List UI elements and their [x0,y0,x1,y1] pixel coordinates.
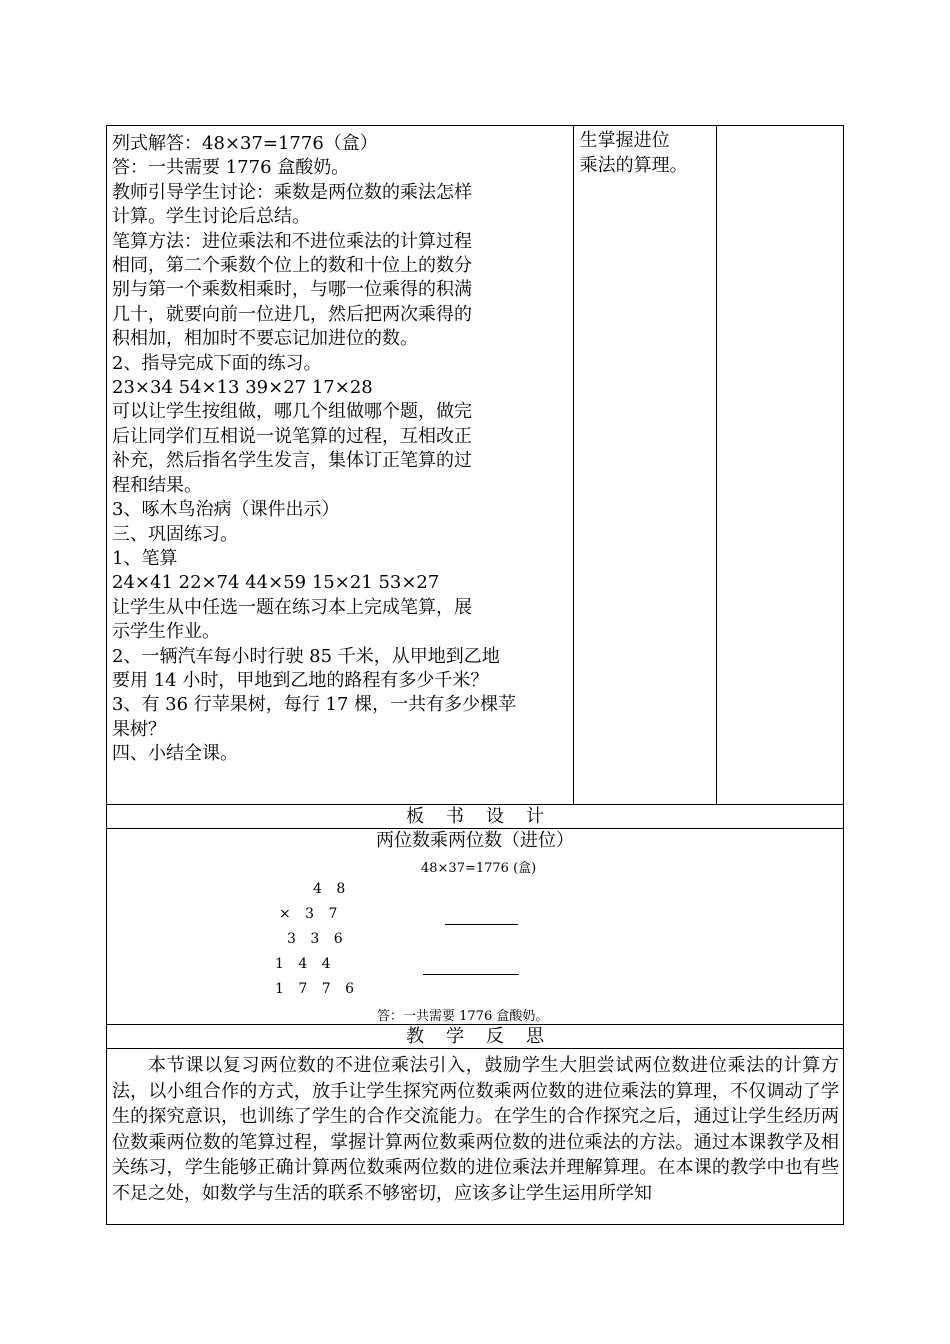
process-line: 3、啄木鸟治病（课件出示） [112,499,340,521]
process-line: 列式解答：48×37=1776（盒） [112,133,378,154]
process-line: 计算。学生讨论后总结。 [112,206,310,228]
reflection-row [107,1049,844,1225]
process-line: 几十，就要向前一位进几，然后把两次乘得的 [112,303,472,325]
process-line: 笔算方法：进位乘法和不进位乘法的计算过程 [112,230,472,252]
process-line: 补充，然后指名学生发言，集体订正笔算的过 [112,450,472,472]
process-line: 果树？ [112,718,166,740]
board-design-header: 板书设计 [406,806,566,827]
reflection-header: 教学反思 [406,1026,566,1047]
board-header-row [107,805,844,829]
board-title: 两位数乘两位数（进位） [376,830,574,851]
reflection-header-cell [107,1025,844,1049]
reflection-text: 本节课以复习两位数的不进位乘法引入，鼓励学生大胆尝试两位数进位乘法的计算方法，以小组合作的方式，放手让学生探究两位数乘两位数的进位乘法的算理，不仅调动了学生的探究意识，也训练了学生的合作交流能力。在学生的合作探究之后，通过让学生经历两位数乘两位数的笔算过程，掌握计算两位数乘两位数的进位乘法的方法。通过本课教学及相关练习，学生能够正确计算两位数乘两位数的进位乘法并理解算理。在本课的教学中也有些不足之处，如数学与生活的联系不够密切，应该多让学生运用所学知 [112,1055,839,1204]
board-equation: 48×37=1776 (盒) [421,861,537,876]
process-line: 答：一共需要 1776 盒酸奶。 [112,157,350,179]
process-line: 1、笔算 [112,547,178,569]
teaching-process-row [107,126,844,805]
calc-rule-line-2 [423,974,519,975]
process-line: 3、有 36 行苹果树，每行 17 棵，一共有多少棵苹 [112,694,517,716]
process-line: 教师引导学生讨论：乘数是两位数的乘法怎样 [112,181,472,203]
board-header-cell [107,805,844,829]
intent-line: 乘法的算理。 [579,155,688,176]
process-line: 三、巩固练习。 [112,523,238,545]
design-intent-cell [573,126,716,805]
reflection-cell [107,1049,844,1225]
blank-notes-cell [716,126,843,805]
vertical-calc-partial-1: 3 3 6 [287,931,348,947]
intent-line: 生掌握进位 [579,130,670,151]
teaching-process-cell [107,126,574,805]
process-line: 24×41 22×74 44×59 15×21 53×27 [112,572,440,594]
process-line: 要用 14 小时，甲地到乙地的路程有多少千米？ [112,669,489,691]
design-intent-text [580,128,712,178]
process-line: 相同，第二个乘数个位上的数和十位上的数分 [112,255,472,277]
reflection-header-row [107,1025,844,1049]
board-answer: 答：一共需要 1776 盒酸奶。 [377,1009,549,1024]
vertical-calc-multiplicand: 4 8 [313,881,351,897]
process-line: 后让同学们互相说一说笔算的过程，互相改正 [112,425,472,447]
board-row [107,829,844,1025]
process-line: 让学生从中任选一题在练习本上完成笔算，展 [112,596,472,618]
process-line: 四、小结全课。 [112,743,238,765]
process-line: 积相加，相加时不要忘记加进位的数。 [112,328,418,350]
process-line: 示学生作业。 [112,621,220,643]
vertical-calc-partial-2: 1 4 4 [275,956,336,972]
process-line: 2、指导完成下面的练习。 [112,352,322,374]
process-line: 23×34 54×13 39×27 17×28 [112,377,373,399]
process-line: 别与第一个乘数相乘时，与哪一位乘得的积满 [112,279,472,301]
lesson-plan-table [106,125,844,1225]
board-design-cell [107,829,844,1025]
process-line: 可以让学生按组做，哪几个组做哪个题，做完 [112,401,472,423]
vertical-calc-product: 1 7 7 6 [275,981,359,997]
process-line: 程和结果。 [112,474,202,496]
calc-rule-line-1 [445,924,518,925]
vertical-calc-multiplier: × 3 7 [279,906,343,922]
teaching-process-text [112,132,567,767]
process-line: 2、一辆汽车每小时行驶 85 千米，从甲地到乙地 [112,645,500,667]
